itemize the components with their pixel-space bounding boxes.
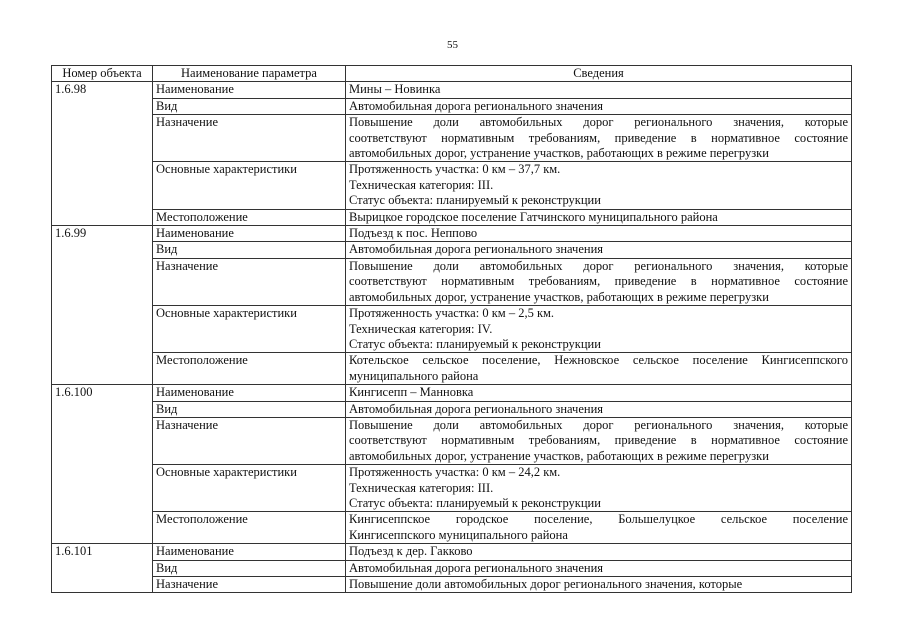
table-row xyxy=(52,306,852,353)
parameter-value xyxy=(346,544,852,560)
header-parameter-name: Наименование параметра xyxy=(153,66,346,82)
value-line: соответствуют нормативным требованиям, приведение в нормативное состояние xyxy=(349,274,848,289)
value-line: Статус объекта: планируемый к реконструкции xyxy=(349,193,601,208)
parameter-value xyxy=(346,465,852,512)
table-row xyxy=(52,385,852,401)
table-row xyxy=(52,258,852,305)
parameter-name: Основные характеристики xyxy=(153,465,346,512)
parameter-value xyxy=(346,401,852,417)
parameter-value xyxy=(346,417,852,464)
table-row xyxy=(52,82,852,98)
value-line: соответствуют нормативным требованиям, приведение в нормативное состояние xyxy=(349,433,848,448)
table-row xyxy=(52,560,852,576)
value-line: Котельское сельское поселение, Нежновское сельское поселение Кингисеппского xyxy=(349,353,848,368)
value-line: Протяженность участка: 0 км – 24,2 км. xyxy=(349,465,561,480)
parameter-name: Основные характеристики xyxy=(153,306,346,353)
value-line: Протяженность участка: 0 км – 2,5 км. xyxy=(349,306,555,321)
parameter-name: Назначение xyxy=(153,417,346,464)
parameter-value xyxy=(346,306,852,353)
parameter-value xyxy=(346,209,852,225)
table-row xyxy=(52,162,852,209)
value-line: Автомобильная дорога регионального значения xyxy=(349,560,604,575)
parameter-name: Назначение xyxy=(153,258,346,305)
parameter-value xyxy=(346,82,852,98)
parameter-name: Вид xyxy=(153,560,346,576)
object-number-1-6-98: 1.6.98 xyxy=(52,82,153,226)
parameter-name: Местоположение xyxy=(153,353,346,385)
parameter-name: Вид xyxy=(153,98,346,114)
parameter-name: Назначение xyxy=(153,577,346,593)
value-line: Вырицкое городское поселение Гатчинского муниципального района xyxy=(349,209,718,224)
parameter-value xyxy=(346,258,852,305)
table-row xyxy=(52,512,852,544)
parameter-name: Наименование xyxy=(153,385,346,401)
value-line: Статус объекта: планируемый к реконструкции xyxy=(349,495,601,510)
table-row xyxy=(52,226,852,242)
parameter-value xyxy=(346,353,852,385)
value-line: Статус объекта: планируемый к реконструкции xyxy=(349,336,601,351)
value-line: Кингисеппское городское поселение, Большелуцкое сельское поселение xyxy=(349,512,848,527)
value-line: Повышение доли автомобильных дорог регионального значения, которые xyxy=(349,258,848,273)
value-line: соответствуют нормативным требованиям, приведение в нормативное состояние xyxy=(349,130,848,145)
objects-table xyxy=(51,65,852,593)
parameter-value xyxy=(346,115,852,162)
value-line: Протяженность участка: 0 км – 37,7 км. xyxy=(349,162,561,177)
parameter-name: Вид xyxy=(153,242,346,258)
parameter-value xyxy=(346,512,852,544)
page-number: 55 xyxy=(447,39,458,51)
value-line: автомобильных дорог, устранение участков, работающих в режиме перегрузки xyxy=(349,146,769,161)
value-line: Мины – Новинка xyxy=(349,82,441,97)
value-line: Техническая категория: III. xyxy=(349,177,494,192)
table-row xyxy=(52,401,852,417)
table-body xyxy=(52,82,852,593)
parameter-name: Местоположение xyxy=(153,512,346,544)
table-row xyxy=(52,98,852,114)
table-row xyxy=(52,209,852,225)
parameter-value xyxy=(346,98,852,114)
value-line: муниципального района xyxy=(349,368,479,383)
value-line: Автомобильная дорога регионального значения xyxy=(349,401,604,416)
value-line: Повышение доли автомобильных дорог регионального значения, которые xyxy=(349,115,848,130)
table-row xyxy=(52,115,852,162)
value-line: Автомобильная дорога регионального значения xyxy=(349,98,604,113)
object-number-1-6-100: 1.6.100 xyxy=(52,385,153,544)
parameter-value xyxy=(346,226,852,242)
value-line: автомобильных дорог, устранение участков, работающих в режиме перегрузки xyxy=(349,289,769,304)
parameter-name: Местоположение xyxy=(153,209,346,225)
parameter-name: Вид xyxy=(153,401,346,417)
table-row xyxy=(52,242,852,258)
value-line: Автомобильная дорога регионального значения xyxy=(349,242,604,257)
value-line: Техническая категория: III. xyxy=(349,480,494,495)
table-header-row xyxy=(52,66,852,82)
parameter-value xyxy=(346,242,852,258)
parameter-value xyxy=(346,577,852,593)
value-line: Подъезд к пос. Неппово xyxy=(349,226,478,241)
table-row xyxy=(52,417,852,464)
table-row xyxy=(52,544,852,560)
object-number-1-6-99: 1.6.99 xyxy=(52,226,153,385)
parameter-name: Наименование xyxy=(153,82,346,98)
parameter-name: Наименование xyxy=(153,544,346,560)
value-line: автомобильных дорог, устранение участков, работающих в режиме перегрузки xyxy=(349,448,769,463)
object-number-1-6-101: 1.6.101 xyxy=(52,544,153,593)
parameter-name: Назначение xyxy=(153,115,346,162)
parameter-value xyxy=(346,385,852,401)
parameter-name: Основные характеристики xyxy=(153,162,346,209)
value-line: Кингисеппского муниципального района xyxy=(349,527,568,542)
header-information: Сведения xyxy=(346,66,852,82)
parameter-value xyxy=(346,162,852,209)
parameter-name: Наименование xyxy=(153,226,346,242)
value-line: Техническая категория: IV. xyxy=(349,321,493,336)
table-row xyxy=(52,577,852,593)
value-line: Кингисепп – Манновка xyxy=(349,385,474,400)
value-line: Подъезд к дер. Гакково xyxy=(349,544,473,559)
parameter-value xyxy=(346,560,852,576)
value-line: Повышение доли автомобильных дорог регионального значения, которые xyxy=(349,577,743,591)
value-line: Повышение доли автомобильных дорог регионального значения, которые xyxy=(349,417,848,432)
header-object-number: Номер объекта xyxy=(52,66,153,82)
table-row xyxy=(52,465,852,512)
table-row xyxy=(52,353,852,385)
